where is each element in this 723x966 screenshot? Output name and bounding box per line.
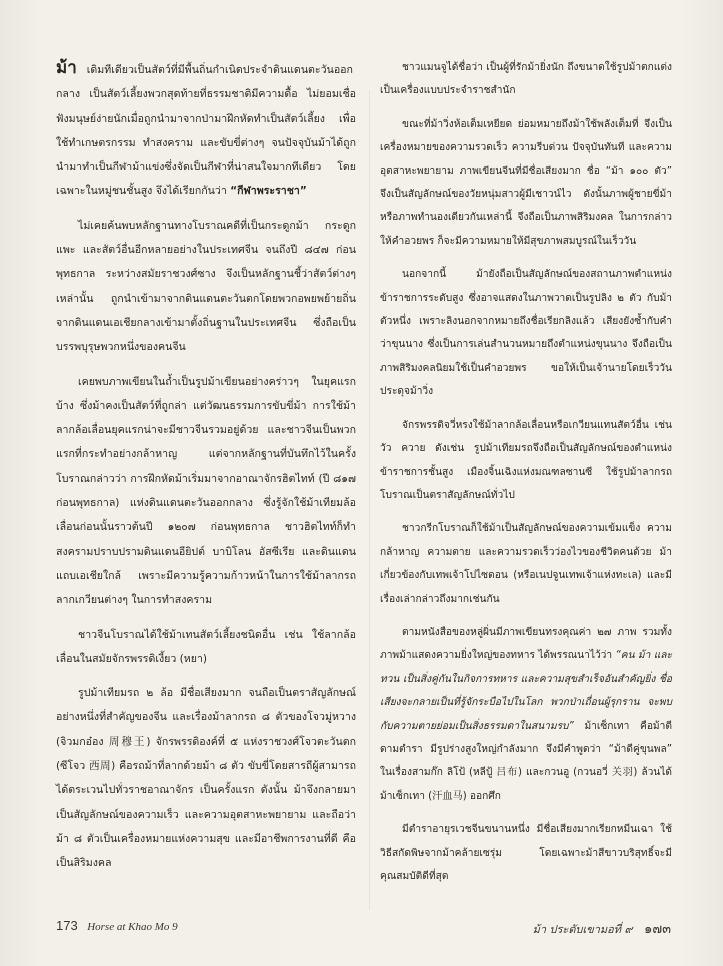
paragraph: ชาวกรีกโบราณก็ใช้ม้าเป็นสัญลักษณ์ของความเข้มแข็ง ความกล้าหาญ ความตาย และความรวดเร็วว่องไวของชีวิตคนด้วย ม้าเกี่ยวข้องกับเทพเจ้าโปไซดอน (หรือเนปจูนเทพเจ้าแห่งทะเล) และมีเรื่องเล่ากล่าวถึงมากเช่นกัน xyxy=(380,523,672,605)
footer-title: Horse at Khao Mo 9 xyxy=(87,921,178,933)
left-column xyxy=(56,56,356,886)
paragraph-text: เดิมทีเดียวเป็นสัตว์ที่มีพื้นถิ่นกำเนิดประจำดินแดนตะวันออกกลาง เป็นสัตว์เลี้ยงพวกสุดท้ายที่ธรรมชาติมีความดื้อ ไม่ยอมเชื่อฟังมนุษย์ง่ายนักเมื่อถูกนำมาจากป่ามาฝึกหัดทำเป็นสัตว์เลี้ยง เพื่อใช้ทำเกษตรกรรม ทำสงคราม และขับขี่ต่างๆ จนปัจจุบันม้าได้ถูกนำมาทำเป็นกีฬาม้าแข่งซึ่งจัดเป็นกีฬาที่น่าสนใจมากทีเดียว โดยเฉพาะในหมู่ชนชั้นสูง จึงได้เรียกกันว่า xyxy=(56,64,356,198)
footer-right xyxy=(533,918,671,939)
paragraph: ขณะที่ม้าวิ่งห้อเต็มเหยียด ย่อมหมายถึงม้าใช้พลังเต็มที่ จึงเป็นเครื่องหมายของความรวดเร็ว ความรีบด่วน ปัจจุบันทันที และความอุตสาหะพยายาม ภาพเขียนจีนที่มีชื่อเสียงมาก ชื่อ “ม้า ๑๐๐ ตัว” จึงเป็นสัญลักษณ์ของวัยหนุ่มสาวผู้มีเชาวน์ไว ดังนั้นภาพผู้ชายขี่ม้าหรือภาพทำนองเดียวกันเหล่านี้ จึงถือเป็นภาพสิริมงคล ในการกล่าวให้คำอวยพร ก็จะมีความหมายให้มีสุขภาพสมบูรณ์ในเร็ววัน xyxy=(380,118,672,247)
footer-title-thai: ม้า ประดับเขามอที่ ๙ xyxy=(532,923,633,936)
paragraph: ชาวแมนจูได้ชื่อว่า เป็นผู้ที่รักม้ายิ่งนัก ถึงขนาดใช้รูปม้าตกแต่งเป็นเครื่องแบบประจำราชสำนัก xyxy=(380,62,672,97)
lead-word: ม้า xyxy=(56,58,77,78)
footer-left xyxy=(56,918,178,933)
right-column xyxy=(380,56,672,898)
paragraph-text: ม้าเซ็กเทา คือม้าตีดามตำรา มีรูปร่างสูงใหญ่กำลังมาก จึงมีคำพูดว่า “ม้าดีคู่ขุนพล” ในเรื่องสามก๊ก ลิโป้ (หลีปู้ 吕布) และกวนอู (กวนอวี่ 关羽) ล้วนได้ม้าเซ็กเทา (汗血马) ออกศึก xyxy=(380,720,672,802)
page-number: 173 xyxy=(56,918,78,933)
italic-quote: “คน ม้า และทวน เป็นสิ่งคู่กันในกิจการทหาร และความสุขสำเร็จอันสำคัญยิ่ง ชื่อเสียงจะกลายเป็นที่รู้จักระบือไปในโลก พวกป่าเถื่อนผู้รุกราน จะพบกับความตายย่อมเป็นสิ่งธรรมดาในสนามรบ” xyxy=(380,650,672,732)
paragraph: ไม่เคยค้นพบหลักฐานทางโบราณคดีที่เป็นกระดูกม้า กระดูกแพะ และสัตว์อื่นอีกหลายอย่างในประเทศจีน จนถึงปี ๘๔๗ ก่อนพุทธกาล ระหว่างสมัยราชวงศ์ซาง จึงเป็นหลักฐานชี้ว่าสัตว์ต่างๆ เหล่านั้น ถูกนำเข้ามาจากดินแดนตะวันตกโดยพวกอพยพย้ายถิ่นจากดินแดนเอเชียกลางเข้ามาตั้งถิ่นฐานในประเทศจีน ซึ่งถือเป็นบรรพบุรุษพวกหนึ่งของคนจีน xyxy=(56,219,356,354)
paragraph: มีตำราอายุรเวชจีนขนานหนึ่ง มีชื่อเสียงมากเรียกหมีนเฉา ใช้วิธีสกัดพิษจากม้าคล้ายเซรุ่ม โดยเฉพาะม้าสีขาวบริสุทธิ์จะมีคุณสมบัติดีที่สุด xyxy=(380,824,672,882)
bold-phrase: “กีฬาพระราชา” xyxy=(230,185,307,198)
paragraph xyxy=(56,56,356,204)
paragraph: จักรพรรดิจวี่หรงใช้ม้าลากล้อเลื่อนหรือเกวียนแทนสัตว์อื่น เช่น วัว ควาย ดังเช่น รูปม้าเทียมรถจึงถือเป็นสัญลักษณ์ของตำแหน่งข้าราชการชั้นสูง เมืองจิ้นเฉิงแห่งมณฑลซานซี ใช้รูปม้าลากรถโบราณเป็นตราสัญลักษณ์ทั่วไป xyxy=(380,419,672,501)
paragraph: นอกจากนี้ ม้ายังถือเป็นสัญลักษณ์ของสถานภาพตำแหน่งข้าราชการระดับสูง ซึ่งอาจแสดงในภาพวาดเป็นรูปลิง ๒ ตัว กับม้าตัวหนึ่ง เพราะลิงนอกจากหมายถึงชื่อเรียกลิงแล้ว เสียงยังซ้ำกับคำว่าขุนนาง ซึ่งเป็นการเล่นสำนวนหมายถึงตำแหน่งขุนนาง จึงถือเป็นภาพสิริมงคลนิยมใช้เป็นคำอวยพร ขอให้เป็นเจ้านายโดยเร็ววันประดุจม้าวิ่ง xyxy=(380,269,672,398)
page-number-thai: ๑๗๓ xyxy=(644,922,671,937)
paragraph: เคยพบภาพเขียนในถ้ำเป็นรูปม้าเขียนอย่างคร่าวๆ ในยุคแรกบ้าง ซึ่งม้าคงเป็นสัตว์ที่ถูกล่า แต่วัฒนธรรมการขับขี่ม้า การใช้ม้าลากล้อเลื่อนยุคแรกน่าจะมีชาวจีนรวมอยู่ด้วย และชาวจีนเป็นพวกแรกที่กระทำอย่างกล้าหาญ แต่จากหลักฐานที่บันทึกไว้ในครั้งโบราณกล่าวว่า การฝึกหัดม้าเริ่มมาจากอาณาจักรฮิตไทท์ (ปี ๘๑๗ ก่อนพุทธกาล) แห่งดินแดนตะวันออกกลาง ซึ่งรู้จักใช้ม้าเทียมล้อเลื่อนก่อนนั้นราวต้นปี ๑๒๐๗ ก่อนพุทธกาล ชาวฮิตไทท์ก็ทำสงครามปราบปรามดินแดนอียิปต์ บาบิโลน อัสซีเรีย และดินแดนแถบเอเชียใกล้ เพราะมีความรู้ความก้าวหน้าในการใช้ม้าลากรถลากเกวียนต่างๆ ในการทำสงคราม xyxy=(56,375,356,607)
paragraph xyxy=(380,621,672,808)
paragraph: ชาวจีนโบราณได้ใช้ม้าเทนสัตว์เลี้ยงชนิดอื่น เช่น ใช้ลากล้อเลื่อนในสมัยจักรพรรดิเงี้ยว (หยา) xyxy=(56,628,356,665)
paragraph-text: ตามหนังสือของหลู่ผิ่นมีภาพเขียนทรงคุณค่า ๒๗ ภาพ รวมทั้งภาพม้าแสดงความยิ่งใหญ่ของทหาร ได้พรรณนาไว้ว่า xyxy=(380,626,672,662)
paragraph: รูปม้าเทียมรถ ๒ ล้อ มีชื่อเสียงมาก จนถือเป็นตราสัญลักษณ์อย่างหนึ่งที่สำคัญของจีน และเรื่องม้าลากรถ ๘ ตัวของโจวมู่หวาง (จิวมกอ๋อง 周穆王) จักรพรรดิองค์ที่ ๕ แห่งราชวงศ์โจวตะวันตก (ซีโจว 西周) คือรถม้าที่ลากด้วยม้า ๘ ตัว ขับขี่โดยสารถีผู้สามารถได้ตระเวนไปทั่วราชอาณาจักร เป็นครั้งแรก ดังนั้น ม้าจึงกลายมาเป็นสัญลักษณ์ของความเร็ว และความอุตสาหะพยายาม และถือว่าม้า ๘ ตัวเป็นเครื่องหมายแห่งความสุข และมีอาชีพการงานที่ดี คือเป็นสิริมงคล xyxy=(56,687,356,870)
column-divider xyxy=(369,90,370,910)
